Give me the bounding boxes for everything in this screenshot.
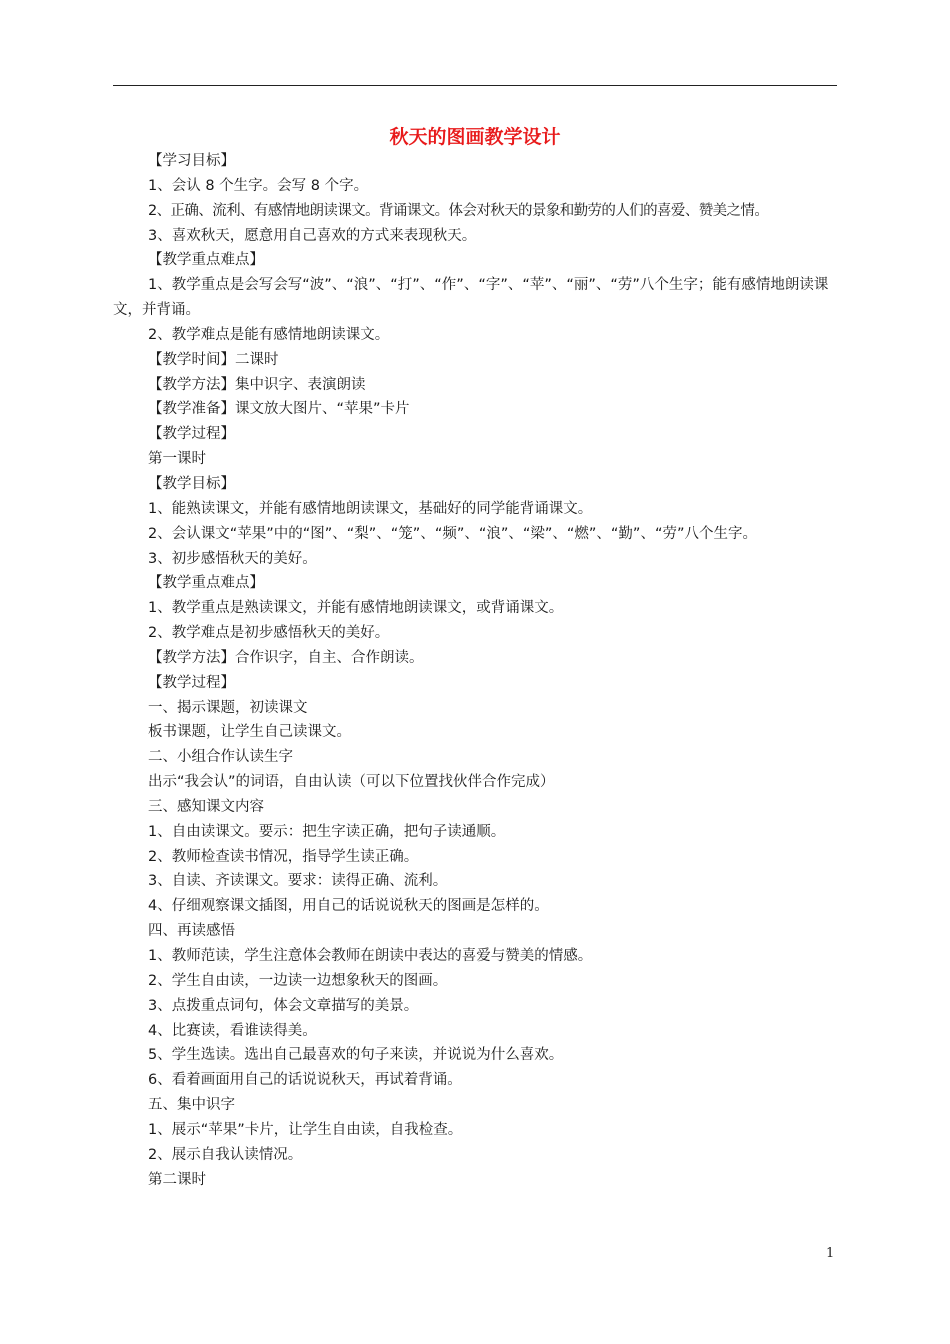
paragraph: 1、会认 8 个生字。会写 8 个字。 [148,177,369,194]
step-heading: 一、揭示课题，初读课文 [148,699,308,716]
paragraph: 4、比赛读，看谁读得美。 [148,1022,317,1039]
paragraph: 出示“我会认”的词语，自由认读（可以下位置找伙伴合作完成） [148,774,555,791]
section-heading: 【教学重点难点】 [148,575,264,592]
lesson-heading: 第一课时 [148,451,206,468]
page-number: 1 [826,1246,835,1261]
document-title: 秋天的图画教学设计 [389,126,561,148]
step-heading: 三、感知课文内容 [148,798,264,815]
lesson-heading: 第二课时 [148,1171,206,1188]
paragraph: 【教学准备】课文放大图片、“苹果”卡片 [148,401,410,418]
paragraph: 【教学方法】集中识字、表演朗读 [148,376,366,393]
paragraph: 6、看着画面用自己的话说说秋天，再试着背诵。 [148,1072,462,1089]
paragraph: 2、会认课文“苹果”中的“图”、“梨”、“笼”、“频”、“浪”、“梁”、“燃”、“勤”、“劳”八个生字。 [148,525,757,542]
section-heading: 【教学重点难点】 [148,252,264,269]
section-heading: 【教学过程】 [148,674,235,691]
paragraph: 1、教师范读，学生注意体会教师在朗读中表达的喜爱与赞美的情感。 [148,948,593,964]
paragraph: 1、能熟读课文，并能有感情地朗读课文，基础好的同学能背诵课文。 [148,500,593,517]
paragraph: 【教学方法】合作识字，自主、合作朗读。 [148,649,424,666]
document-body [113,149,848,1192]
section-heading: 【教学过程】 [148,426,235,443]
paragraph: 板书课题，让学生自己读课文。 [148,724,351,741]
paragraph: 5、学生选读。选出自己最喜欢的句子来读，并说说为什么喜欢。 [148,1047,564,1064]
paragraph: 2、教学难点是能有感情地朗读课文。 [148,326,390,343]
paragraph: 1、教学重点是会写会写“波”、“浪”、“打”、“作”、“字”、“苹”、“丽”、“劳”八个生字；能有感情地朗读课文，并背诵。 [113,277,829,319]
paragraph: 2、学生自由读，一边读一边想象秋天的图画。 [148,972,448,989]
paragraph: 2、正确、流利、有感情地朗读课文。背诵课文。体会对秋天的景象和勤劳的人们的喜爱、赞美之情。 [148,202,769,219]
paragraph: 1、教学重点是熟读课文，并能有感情地朗读课文，或背诵课文。 [148,600,564,617]
paragraph: 3、点拨重点词句，体会文章描写的美景。 [148,997,419,1014]
step-heading: 五、集中识字 [148,1097,235,1114]
paragraph: 4、仔细观察课文插图，用自己的话说说秋天的图画是怎样的。 [148,898,549,915]
paragraph: 1、展示“苹果”卡片，让学生自由读，自我检查。 [148,1121,463,1138]
step-heading: 四、再读感悟 [148,923,235,940]
paragraph: 2、展示自我认读情况。 [148,1146,303,1163]
section-heading: 【教学目标】 [148,475,235,492]
paragraph: 2、教学难点是初步感悟秋天的美好。 [148,625,390,642]
paragraph: 1、自由读课文。要示：把生字读正确，把句子读通顺。 [148,823,506,840]
paragraph: 3、自读、齐读课文。要求：读得正确、流利。 [148,873,448,890]
paragraph: 【教学时间】二课时 [148,351,279,368]
step-heading: 二、小组合作认读生字 [148,749,293,766]
section-heading: 【学习目标】 [148,153,235,169]
header-rule [113,85,837,86]
paragraph: 2、教师检查读书情况，指导学生读正确。 [148,848,419,865]
paragraph: 3、初步感悟秋天的美好。 [148,550,317,567]
paragraph: 3、喜欢秋天，愿意用自己喜欢的方式来表现秋天。 [148,227,477,244]
